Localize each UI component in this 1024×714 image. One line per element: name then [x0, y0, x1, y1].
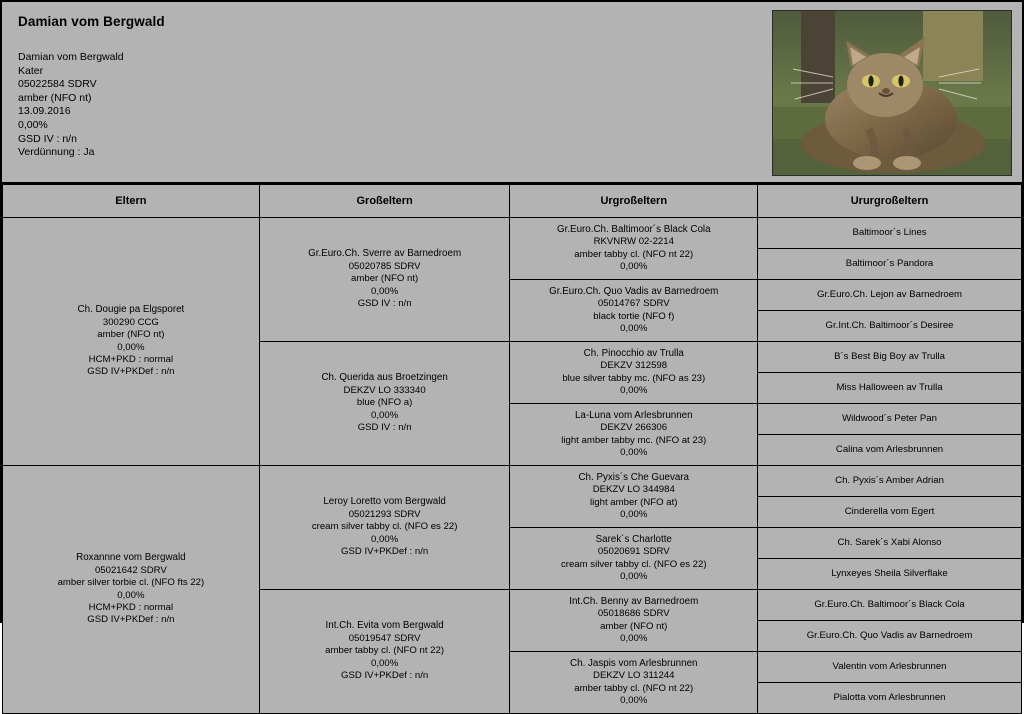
ancestor-cell-gen4: Wildwood´s Peter Pan: [758, 404, 1022, 435]
ancestor-line: Ch. Pyxis´s Che Guevara: [578, 471, 690, 483]
ancestor-line: 0,00%: [620, 260, 648, 272]
ancestor-line: 0,00%: [371, 285, 399, 297]
ancestor-line: Ch. Querida aus Broetzingen: [321, 372, 448, 384]
ancestor-line: Sarek´s Charlotte: [595, 533, 672, 545]
header: [2, 2, 1022, 184]
ancestor-line: 05020785 SDRV: [348, 260, 421, 272]
cat-photo: [772, 10, 1012, 176]
detail-line: GSD IV : n/n: [18, 132, 77, 145]
ancestor-line: RKVNRW 02-2214: [593, 236, 674, 248]
ancestor-line: Int.Ch. Evita vom Bergwald: [325, 620, 444, 632]
ancestor-line: 05019547 SDRV: [348, 632, 421, 644]
ancestor-cell-gen4: Miss Halloween av Trulla: [758, 373, 1022, 404]
table-header-row: [3, 185, 1022, 218]
ancestor-cell-gen2-4: [259, 590, 510, 714]
ancestor-line: GSD IV+PKDef : n/n: [341, 670, 429, 682]
ancestor-line: black tortie (NFO f): [593, 310, 675, 322]
ancestor-cell-gen1-dam: [3, 466, 260, 714]
ancestor-line: 05021293 SDRV: [348, 508, 421, 520]
ancestor-cell-gen3-7: [510, 590, 758, 652]
ancestor-cell-gen4: Calina vom Arlesbrunnen: [758, 435, 1022, 466]
ancestor-line: 0,00%: [371, 533, 399, 545]
ancestor-line: amber (NFO nt): [351, 273, 419, 285]
cat-photo-image: [773, 11, 1011, 175]
ancestor-line: amber silver torbie cl. (NFO fts 22): [57, 577, 205, 589]
ancestor-cell-gen3-6: [510, 528, 758, 590]
ancestor-line: 05014767 SDRV: [597, 298, 670, 310]
ancestor-cell-gen4: Cinderella vom Egert: [758, 497, 1022, 528]
ancestor-cell-gen4: Ch. Sarek´s Xabi Alonso: [758, 528, 1022, 559]
ancestor-line: Roxannne vom Bergwald: [76, 552, 186, 564]
ancestor-line: 05018686 SDRV: [597, 608, 670, 620]
ancestor-line: 0,00%: [620, 632, 648, 644]
ancestor-line: 0,00%: [620, 322, 648, 334]
detail-line: Verdünnung : Ja: [18, 146, 95, 159]
column-header-ururgrosseltern: Ururgroßeltern: [758, 185, 1022, 218]
ancestor-line: 0,00%: [620, 384, 648, 396]
page-title: Damian vom Bergwald: [18, 14, 165, 29]
ancestor-line: Ch. Pinocchio av Trulla: [583, 347, 684, 359]
ancestor-line: light amber (NFO at): [590, 496, 678, 508]
ancestor-line: DEKZV 266306: [600, 422, 668, 434]
ancestor-cell-gen4: Valentin vom Arlesbrunnen: [758, 652, 1022, 683]
ancestor-line: La-Luna vom Arlesbrunnen: [574, 409, 693, 421]
column-header-urgrosseltern: Urgroßeltern: [510, 185, 758, 218]
ancestor-cell-gen3-4: [510, 404, 758, 466]
ancestor-line: 0,00%: [371, 409, 399, 421]
ancestor-line: Int.Ch. Benny av Barnedroem: [569, 595, 699, 607]
table-row: [3, 218, 1022, 249]
ancestor-cell-gen4: Baltimoor´s Lines: [758, 218, 1022, 249]
ancestor-cell-gen2-1: [259, 218, 510, 342]
pedigree-table: [2, 184, 1022, 714]
ancestor-line: Leroy Loretto vom Bergwald: [323, 496, 446, 508]
ancestor-line: 05021642 SDRV: [94, 564, 167, 576]
detail-line: 0,00%: [18, 118, 48, 131]
ancestor-cell-gen4: Gr.Int.Ch. Baltimoor´s Desiree: [758, 311, 1022, 342]
ancestor-cell-gen4: Gr.Euro.Ch. Quo Vadis av Barnedroem: [758, 621, 1022, 652]
ancestor-line: 0,00%: [620, 446, 648, 458]
ancestor-line: GSD IV : n/n: [357, 422, 412, 434]
ancestor-cell-gen2-3: [259, 466, 510, 590]
ancestor-line: GSD IV+PKDef : n/n: [87, 614, 175, 626]
ancestor-line: HCM+PKD : normal: [88, 353, 174, 365]
ancestor-line: amber tabby cl. (NFO nt 22): [325, 645, 445, 657]
ancestor-line: amber (NFO nt): [600, 620, 668, 632]
ancestor-cell-gen4: Lynxeyes Sheila Silverflake: [758, 559, 1022, 590]
ancestor-cell-gen1-sire: [3, 218, 260, 466]
ancestor-line: 300290 CCG: [102, 316, 159, 328]
ancestor-line: GSD IV+PKDef : n/n: [87, 366, 175, 378]
ancestor-line: Ch. Dougie pa Elgsporet: [77, 304, 185, 316]
ancestor-cell-gen4: Ch. Pyxis´s Amber Adrian: [758, 466, 1022, 497]
column-header-eltern: Eltern: [3, 185, 260, 218]
ancestor-line: blue (NFO a): [356, 397, 413, 409]
ancestor-cell-gen3-1: [510, 218, 758, 280]
ancestor-line: amber tabby cl. (NFO nt 22): [574, 682, 694, 694]
ancestor-line: Gr.Euro.Ch. Sverre av Barnedroem: [308, 248, 462, 260]
ancestor-cell-gen2-2: [259, 342, 510, 466]
ancestor-line: Gr.Euro.Ch. Baltimoor´s Black Cola: [556, 223, 711, 235]
ancestor-line: cream silver tabby cl. (NFO es 22): [311, 521, 458, 533]
ancestor-line: 0,00%: [620, 694, 648, 706]
ancestor-cell-gen3-8: [510, 652, 758, 714]
ancestor-line: GSD IV : n/n: [357, 298, 412, 310]
detail-line: 05022584 SDRV: [18, 78, 97, 91]
ancestor-cell-gen3-2: [510, 280, 758, 342]
ancestor-line: GSD IV+PKDef : n/n: [341, 546, 429, 558]
ancestor-line: amber (NFO nt): [97, 329, 165, 341]
detail-line: amber (NFO nt): [18, 91, 92, 104]
ancestor-cell-gen3-3: [510, 342, 758, 404]
ancestor-line: blue silver tabby mc. (NFO as 23): [562, 372, 706, 384]
ancestor-line: DEKZV LO 333340: [343, 384, 426, 396]
ancestor-cell-gen3-5: [510, 466, 758, 528]
ancestor-line: 05020691 SDRV: [597, 546, 670, 558]
ancestor-line: 0,00%: [620, 570, 648, 582]
ancestor-line: HCM+PKD : normal: [88, 601, 174, 613]
table-row: [3, 466, 1022, 497]
ancestor-cell-gen4: Gr.Euro.Ch. Lejon av Barnedroem: [758, 280, 1022, 311]
ancestor-line: DEKZV LO 344984: [592, 484, 675, 496]
ancestor-cell-gen4: Baltimoor´s Pandora: [758, 249, 1022, 280]
ancestor-line: 0,00%: [371, 657, 399, 669]
ancestor-line: Ch. Jaspis vom Arlesbrunnen: [570, 657, 698, 669]
column-header-grosseltern: Großeltern: [259, 185, 510, 218]
ancestor-line: 0,00%: [117, 589, 145, 601]
ancestor-line: 0,00%: [117, 341, 145, 353]
ancestor-line: DEKZV 312598: [600, 360, 668, 372]
ancestor-line: DEKZV LO 311244: [593, 670, 675, 682]
detail-line: 13.09.2016: [18, 105, 71, 118]
ancestor-line: 0,00%: [620, 508, 648, 520]
ancestor-cell-gen4: B´s Best Big Boy av Trulla: [758, 342, 1022, 373]
ancestor-line: amber tabby cl. (NFO nt 22): [574, 248, 694, 260]
ancestor-line: cream silver tabby cl. (NFO es 22): [560, 558, 707, 570]
detail-line: Damian vom Bergwald: [18, 51, 124, 63]
detail-line: Kater: [18, 64, 44, 77]
ancestor-cell-gen4: Gr.Euro.Ch. Baltimoor´s Black Cola: [758, 590, 1022, 621]
ancestor-cell-gen4: Pialotta vom Arlesbrunnen: [758, 683, 1022, 714]
ancestor-line: light amber tabby mc. (NFO at 23): [561, 434, 707, 446]
ancestor-line: Gr.Euro.Ch. Quo Vadis av Barnedroem: [549, 285, 719, 297]
